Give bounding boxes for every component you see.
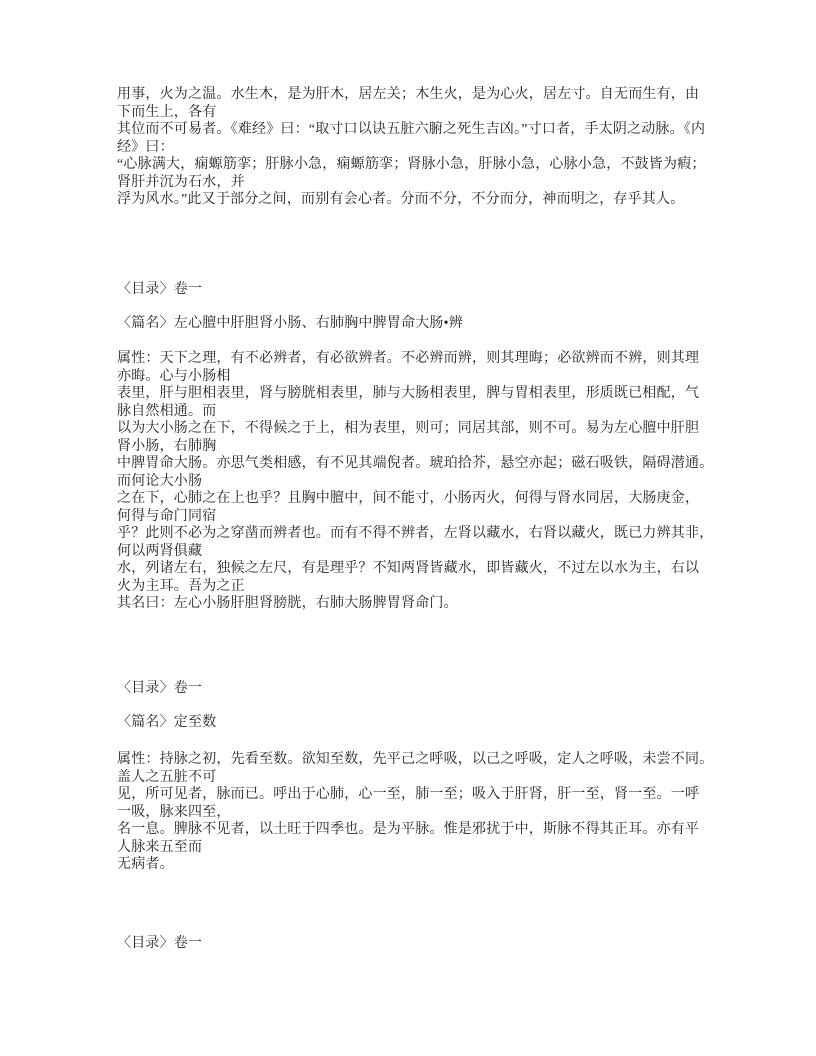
toc-marker-3: 〈目录〉卷一 xyxy=(117,936,203,951)
text-line: 盖人之五脏不可 xyxy=(117,769,217,785)
text-line: 水，列诸左右，独候之左尺，有是理乎？不知两肾皆藏水，即皆藏火，不过左以水为主，右以 xyxy=(117,561,700,576)
text-line: 以为大小肠之在下，不得候之于上，相为表里，则可；同居其部，则不可。易为左心膻中肝胆 xyxy=(117,421,700,436)
text-line: 何得与命门同宿 xyxy=(117,508,217,524)
paragraph-pulse-positions xyxy=(117,86,720,209)
text-line: 表里，肝与胆相表里，肾与膀胱相表里，肺与大肠相表里，脾与胃相表里，形质既已相配，气 xyxy=(117,386,700,401)
text-line: 乎？此则不必为之穿凿而辨者也。而有不得不辨者，左肾以藏水，右肾以藏火，既已力辨其非， xyxy=(117,526,714,541)
text-line: 见，所可见者，脉而已。呼出于心肺，心一至，肺一至；吸入于肝肾，肝一至，肾一至。一呼 xyxy=(117,787,700,802)
text-line: 无病者。 xyxy=(117,857,174,872)
text-line: 一吸，脉来四至， xyxy=(117,804,231,820)
paragraph-left-right-organs xyxy=(117,350,720,613)
paragraph-breath-count xyxy=(117,751,720,874)
text-line: 下而生上，各有 xyxy=(117,104,217,120)
text-line: 属性：天下之理，有不必辨者，有必欲辨者。不必辨而辨，则其理晦；必欲辨而不辨，则其理 xyxy=(117,351,700,366)
toc-marker-2: 〈目录〉卷一 xyxy=(117,681,203,696)
text-line: 之在下，心肺之在上也乎？且胸中膻中，间不能寸，小肠丙火，何得与肾水同居，大肠庚金， xyxy=(117,491,700,506)
text-line: 人脉来五至而 xyxy=(117,839,203,855)
text-line: 经》曰： xyxy=(117,139,174,155)
toc-marker-1: 〈目录〉卷一 xyxy=(117,282,203,297)
text-line: 其位而不可易者。《难经》曰：“取寸口以诀五脏六腑之死生吉凶。”寸口者，手太阴之动脉。《内 xyxy=(117,122,706,137)
text-line: 亦晦。心与小肠相 xyxy=(117,368,231,384)
text-line: 肾小肠，右肺胸 xyxy=(117,438,217,454)
text-line: 名一息。脾脉不见者，以土旺于四季也。是为平脉。惟是邪扰于中，斯脉不得其正耳。亦有平 xyxy=(117,822,700,837)
text-line: 而何论大小肠 xyxy=(117,473,203,489)
text-line: 何以两肾俱藏 xyxy=(117,543,203,559)
chapter-title-1: 〈篇名〉左心膻中肝胆肾小肠、右肺胸中脾胃命大肠•辨 xyxy=(117,316,463,331)
text-line: 属性：持脉之初，先看至数。欲知至数，先平己之呼吸，以己之呼吸，定人之呼吸，未尝不同。 xyxy=(117,752,714,767)
text-line: “心脉满大，痫螈筋挛；肝脉小急，痫螈筋挛；肾脉小急，肝脉小急，心脉小急，不鼓皆为瘕； xyxy=(117,157,706,172)
text-line: 中脾胃命大肠。亦思气类相感，有不见其端倪者。琥珀拾芥，悬空亦起；磁石吸铁，隔碍潜通。 xyxy=(117,456,714,471)
text-line: 火为主耳。吾为之正 xyxy=(117,578,245,594)
text-line: 脉自然相通。而 xyxy=(117,403,217,419)
text-line: 肾肝并沉为石水，并 xyxy=(117,174,245,190)
chapter-title-2: 〈篇名〉定至数 xyxy=(117,715,217,730)
text-line: 用事，火为之温。水生木，是为肝木，居左关；木生火，是为心火，居左寸。自无而生有，由 xyxy=(117,87,700,102)
text-line: 其名曰：左心小肠肝胆肾膀胱，右肺大肠脾胃肾命门。 xyxy=(117,596,458,611)
text-line: 浮为风水。”此又于部分之间，而别有会心者。分而不分，不分而分，神而明之，存乎其人。 xyxy=(117,192,685,207)
